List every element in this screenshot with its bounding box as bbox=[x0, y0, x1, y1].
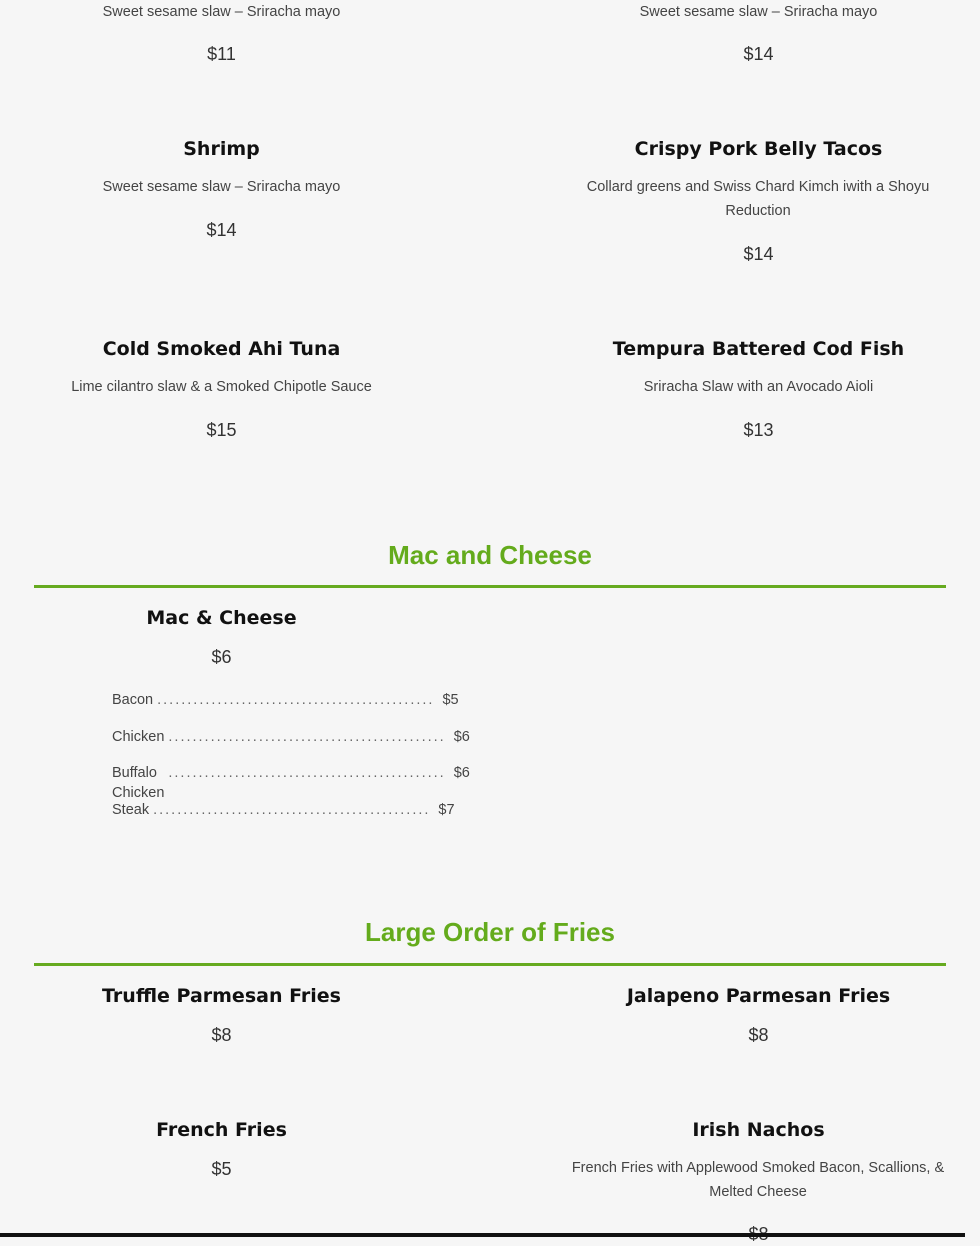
menu-item-title: Irish Nachos bbox=[692, 1119, 825, 1141]
menu-item-title: Cold Smoked Ahi Tuna bbox=[102, 338, 341, 360]
addon-price: $7 bbox=[438, 802, 455, 818]
item-description: French Fries with Applewood Smoked Bacon, Scallions, & Melted Cheese bbox=[571, 1160, 945, 1200]
addon-price: $6 bbox=[453, 765, 470, 781]
menu-item-title: Tempura Battered Cod Fish bbox=[612, 338, 905, 360]
section-heading-mac-and-cheese: Mac and Cheese bbox=[388, 540, 592, 570]
menu-item-title: Mac & Cheese bbox=[146, 607, 297, 629]
addon-name: Buffalo Chicken bbox=[112, 765, 165, 801]
section-heading-fries: Large Order of Fries bbox=[365, 917, 615, 947]
bottom-bar bbox=[0, 1233, 965, 1237]
item-price: $8 bbox=[211, 1025, 232, 1045]
addon-name: Chicken bbox=[112, 729, 165, 745]
section-divider bbox=[34, 585, 946, 588]
dot-leader: .............................................. bbox=[153, 802, 431, 818]
item-price: $14 bbox=[743, 244, 774, 264]
dot-leader: .............................................. bbox=[168, 765, 446, 781]
menu-item-title: Crispy Pork Belly Tacos bbox=[634, 138, 883, 160]
item-price: $6 bbox=[211, 647, 232, 667]
addon-price: $5 bbox=[442, 692, 459, 708]
addon-price: $6 bbox=[453, 729, 470, 745]
addon-row bbox=[112, 727, 470, 747]
item-description: Sriracha Slaw with an Avocado Aioli bbox=[643, 379, 874, 395]
item-description: Sweet sesame slaw – Sriracha mayo bbox=[102, 4, 341, 20]
section-divider bbox=[34, 963, 946, 966]
menu-item-title: French Fries bbox=[156, 1119, 287, 1141]
dot-leader: .............................................. bbox=[157, 692, 435, 708]
addon-row bbox=[112, 800, 455, 820]
menu-item-title: Shrimp bbox=[183, 138, 260, 160]
menu-item-title: Truffle Parmesan Fries bbox=[102, 985, 341, 1007]
addon-name: Steak bbox=[112, 802, 150, 818]
item-description: Collard greens and Swiss Chard Kimch iwith a Shoyu Reduction bbox=[586, 179, 930, 219]
dot-leader: .............................................. bbox=[168, 729, 446, 745]
addon-name: Bacon bbox=[112, 692, 154, 708]
item-price: $8 bbox=[748, 1025, 769, 1045]
addon-row bbox=[112, 763, 470, 803]
addon-row bbox=[112, 690, 459, 710]
item-description: Sweet sesame slaw – Sriracha mayo bbox=[102, 179, 341, 195]
item-price: $15 bbox=[206, 420, 237, 440]
menu-item-title: Jalapeno Parmesan Fries bbox=[626, 985, 891, 1007]
item-description: Sweet sesame slaw – Sriracha mayo bbox=[639, 4, 878, 20]
item-price: $14 bbox=[206, 220, 237, 240]
item-price: $5 bbox=[211, 1159, 232, 1179]
item-price: $11 bbox=[207, 44, 236, 64]
item-description: Lime cilantro slaw & a Smoked Chipotle Sauce bbox=[71, 379, 372, 395]
item-price: $14 bbox=[743, 44, 774, 64]
item-price: $13 bbox=[743, 420, 774, 440]
